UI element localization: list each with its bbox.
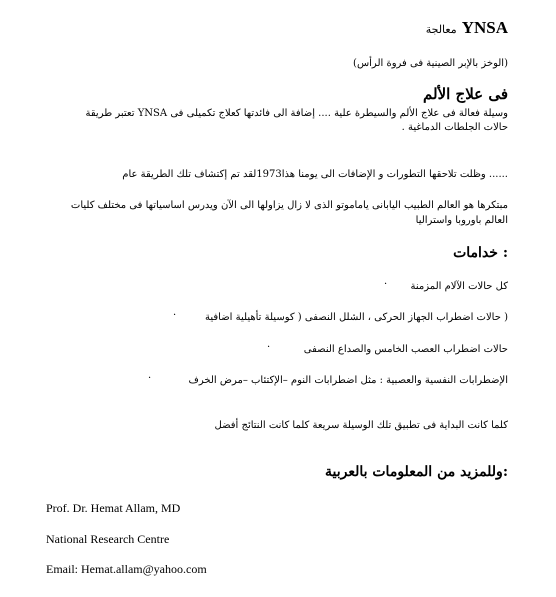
inventor-line-1: مبتكرها هو العالم الطبيب اليابانى ياماموتو الذى لا زال يزاولها الى الآن ويدرس اساسياتها فى مختلف كليات <box>70 200 508 211</box>
bullet-icon: · <box>148 373 152 384</box>
more-info-heading: :وللمزيد من المعلومات بالعربية <box>324 464 508 480</box>
contact-name: Prof. Dr. Hemat Allam, MD <box>46 501 181 515</box>
contact-org: National Research Centre <box>46 532 170 546</box>
use-item: كل حالات الآلام المزمنة <box>410 281 508 292</box>
contact-email: Email: Hemat.allam@yahoo.com <box>46 562 207 576</box>
uses-heading: : خدامات <box>453 245 508 261</box>
use-item: حالات اضطراب العصب الخامس والصداع النصفى <box>303 344 508 355</box>
title-ynsa: YNSA <box>461 18 508 37</box>
use-item: الإضطرابات النفسية والعصبية : مثل اضطرابات النوم –الإكتئاب –مرض الخرف <box>188 375 508 386</box>
note-text: كلما كانت البداية فى تطبيق تلك الوسيلة سريعة كلما كانت النتائج أفضل <box>214 420 508 431</box>
bullet-icon: · <box>267 342 271 353</box>
bullet-icon: · <box>384 279 388 290</box>
page-title <box>426 18 508 38</box>
subtitle: (الوخز بالإبر الصينية فى فروة الرأس) <box>353 58 508 69</box>
inventor-line-2: العالم باوروبا واستراليا <box>415 215 508 226</box>
history-text: ...... وظلت تلاحقها التطورات و الإضافات الى يومنا هذا1973لقد تم إكتشاف تلك الطريقة عام <box>122 169 508 180</box>
pain-line-1: وسيلة فعالة فى علاج الألم والسيطرة علية .... إضافة الى فائدتها كعلاج تكميلى فى YNSA تعتبر طريقة <box>85 108 508 119</box>
use-item: ( حالات اضطراب الجهاز الحركى ، الشلل النصفى ( كوسيلة تأهيلية اضافية <box>204 312 508 323</box>
bullet-icon: · <box>173 310 177 321</box>
title-arabic: معالجة <box>425 23 457 36</box>
pain-heading: فى علاج الألم <box>423 85 508 103</box>
pain-line-2: حالات الجلطات الدماغية . <box>401 122 508 133</box>
